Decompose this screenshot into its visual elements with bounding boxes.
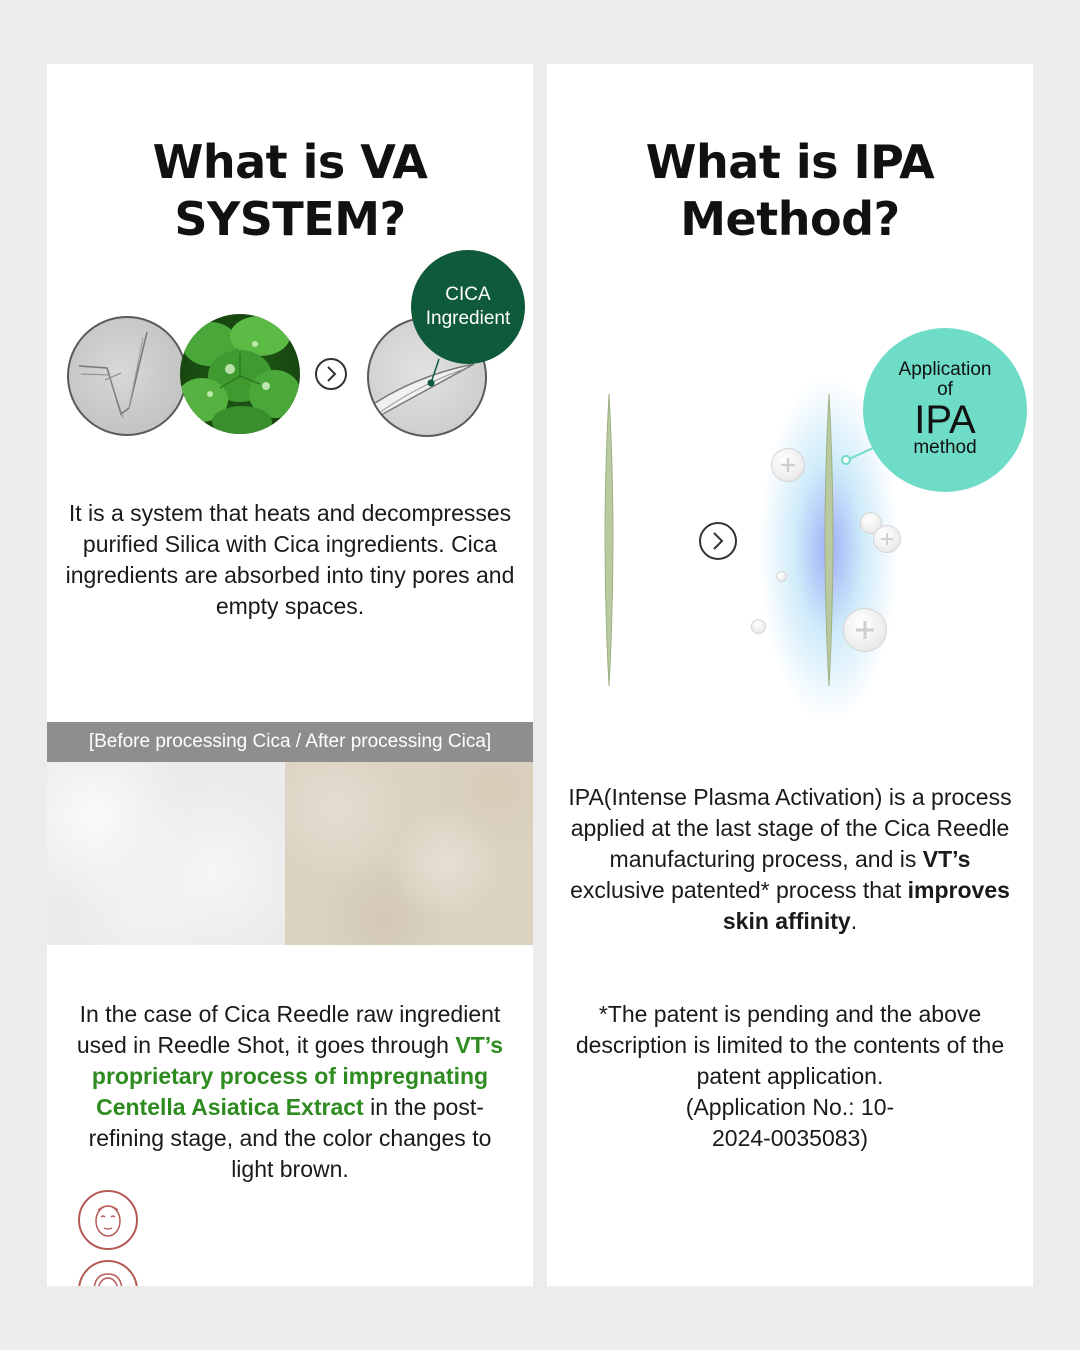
ipa-badge-big: IPA — [914, 398, 976, 442]
after-processing-swatch — [285, 762, 533, 945]
reedle-text-highlight: VT’s proprietary process of impregnating Centella Asiatica Extract — [91, 1032, 504, 1120]
small-bubble-icon — [776, 571, 787, 582]
reedle-shot-description — [47, 999, 533, 1185]
va-system-description: It is a system that heats and decompresses purified Silica with Cica ingredients. Cica ingredients are absorbed into tiny pores and empty spaces. — [65, 500, 515, 619]
next-arrow-icon-ipa — [699, 522, 737, 560]
ipa-desc-part3: . — [850, 908, 858, 934]
small-bubble-icon — [751, 619, 766, 634]
ipa-desc-part1: IPA(Intense Plasma Activation) is a process applied at the last stage of the Cica Reedle manufacturing process, and is — [568, 784, 1012, 872]
va-system-panel — [47, 64, 533, 1286]
va-system-title: What is VA SYSTEM? — [152, 135, 428, 246]
silica-sketch-image — [67, 316, 187, 436]
plus-bubble-icon — [771, 448, 805, 482]
before-after-label: [Before processing Cica / After processing Cica] — [47, 722, 533, 762]
application-number: (Application No.: 10-2024-0035083) — [685, 1094, 895, 1151]
ipa-application-badge — [863, 328, 1027, 492]
cica-badge-line2: Ingredient — [425, 308, 511, 329]
ipa-badge-line2: of — [937, 379, 953, 400]
ipa-badge-line3: method — [913, 437, 977, 458]
ipa-method-panel — [547, 64, 1033, 1286]
ipa-description — [547, 782, 1033, 937]
reedle-text-part2: in the post-refining stage, and the color changes to light brown. — [88, 1094, 492, 1182]
ipa-treated-needle-image — [819, 394, 839, 691]
cica-ingredient-badge — [411, 250, 525, 364]
cica-badge-line1: CICA — [445, 284, 491, 305]
before-processing-swatch — [47, 762, 285, 945]
centella-leaf-image — [180, 314, 300, 434]
reedle-text-part1: In the case of Cica Reedle raw ingredient used in Reedle Shot, it goes through — [76, 1001, 501, 1058]
ipa-desc-part2: exclusive patented* process that — [570, 877, 902, 903]
next-arrow-icon — [315, 358, 347, 390]
plus-bubble-icon — [843, 608, 887, 652]
untreated-needle-image — [599, 394, 619, 691]
face-icon — [78, 1190, 138, 1250]
ipa-desc-bold-vt: VT’s — [922, 846, 971, 872]
plus-bubble-icon — [873, 525, 901, 553]
ipa-desc-bold-affinity: improves skin affinity — [722, 877, 1010, 934]
ipa-method-title: What is IPA Method? — [645, 135, 935, 246]
patent-note: *The patent is pending and the above description is limited to the contents of the patent application. — [575, 1001, 1005, 1089]
face-drop-icon — [78, 1260, 138, 1286]
ipa-badge-line1: Application — [898, 359, 992, 380]
